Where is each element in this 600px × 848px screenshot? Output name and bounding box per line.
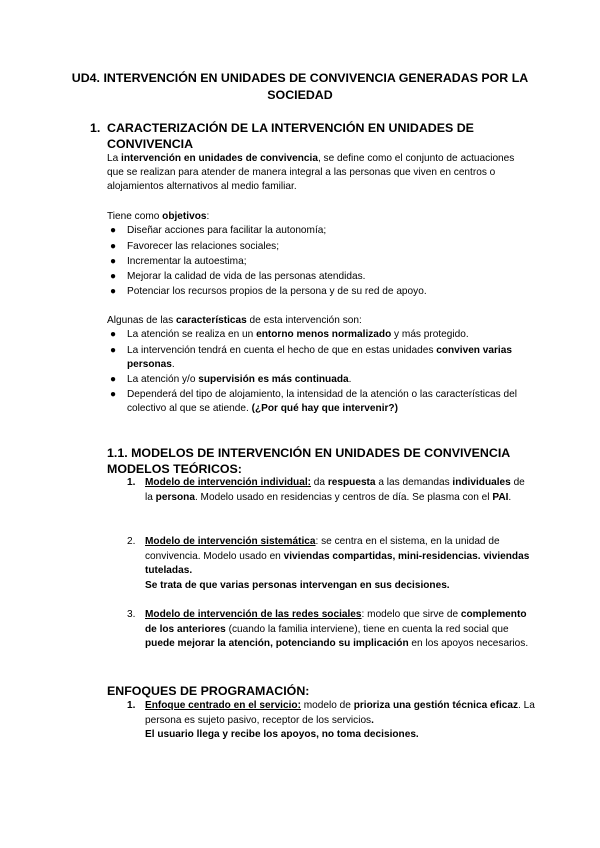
model-item-3: 3. Modelo de intervención de las redes sociales: modelo que sirve de complemento de los anteriores (cuando la familia interviene), tiene en cuenta la red social que puede mejorar la atención, potenciando su implicación en los apoyos necesarios.: [127, 609, 529, 649]
list-item: ● Potenciar los recursos propios de la persona y de su red de apoyo.: [110, 286, 427, 297]
document-title: UD4. INTERVENCIÓN EN UNIDADES DE CONVIVENCIA GENERADAS POR LA SOCIEDAD: [71, 71, 529, 102]
section-1-intro: La intervención en unidades de convivencia, se define como el conjunto de actuaciones que se realizan para atender de manera integral a las personas que viven en centros o alojamientos alternativos al medio familiar.: [107, 153, 515, 192]
list-item: ● Favorecer las relaciones sociales;: [110, 241, 280, 252]
caracteristicas-intro: Algunas de las características de esta intervención son:: [107, 315, 362, 326]
list-item: ● Incrementar la autoestima;: [110, 256, 247, 267]
model-item-2: 2. Modelo de intervención sistemática: se centra en el sistema, en la unidad de convivencia. Modelo usado en viviendas compartidas, mini-residencias. viviendas tuteladas. Se trata de que varias personas intervengan en sus decisiones.: [127, 536, 530, 591]
list-item: ● La atención se realiza en un entorno menos normalizado y más protegido.: [110, 329, 469, 340]
list-item: ● Dependerá del tipo de alojamiento, la intensidad de la atención o las características del colectivo al que se atiende. (¿Por qué hay que intervenir?): [110, 389, 517, 414]
list-item: ● Diseñar acciones para facilitar la autonomía;: [110, 225, 327, 236]
enfoque-item-1: 1. Enfoque centrado en el servicio: modelo de prioriza una gestión técnica eficaz. La persona es sujeto pasivo, receptor de los servicios. El usuario llega y recibe los apoyos, no toma decisiones.: [127, 700, 535, 740]
model-item-1: 1. Modelo de intervención individual: da respuesta a las demandas individuales de la persona. Modelo usado en residencias y centros de día. Se plasma con el PAI.: [127, 477, 525, 503]
enfoques-heading: ENFOQUES DE PROGRAMACIÓN:: [107, 684, 310, 698]
section-1-1-heading: 1.1. MODELOS DE INTERVENCIÓN EN UNIDADES DE CONVIVENCIA MODELOS TEÓRICOS:: [107, 446, 511, 476]
list-item: ● La atención y/o supervisión es más continuada.: [110, 374, 352, 385]
list-item: ● Mejorar la calidad de vida de las personas atendidas.: [110, 271, 366, 282]
list-item: ● La intervención tendrá en cuenta el hecho de que en estas unidades conviven varias personas.: [110, 345, 512, 370]
objetivos-intro: Tiene como objetivos:: [107, 211, 210, 222]
document-page: UD4. INTERVENCIÓN EN UNIDADES DE CONVIVENCIA GENERADAS POR LA SOCIEDAD 1. CARACTERIZACIÓN DE LA INTERVENCIÓN EN UNIDADES DE CONVIVENCIA La intervención en unidades de convivencia, se define como el conjunto de actuaciones que se realizan para atender de manera integral a las personas que viven en centros o alojamientos alternativos al medio familiar. Tiene como objetivos: ● Diseñar acciones para facilitar la autonomía; ● Favorecer las relaciones sociales; ● Incrementar la autoestima; ● Mejorar la calidad de vida de las personas atendidas. ● Potenciar los recursos propios de la persona y de su red de apoyo. Algunas de las características de esta intervención son: ● La atención se realiza en un entorno menos normalizado y más protegido. ● La intervención tendrá en cuenta el hecho de que en estas unidades conviven varias personas. ● La atención y/o supervisión es más continuada. ● Dependerá del tipo de alojamiento, la intensidad de la atención o las características del colectivo al que se atiende. (¿Por qué hay que intervenir?) 1.1. MODELOS DE INTERVENCIÓN EN UNIDADES DE CONVIVENCIA MODELOS TEÓRICOS: 1. Modelo de intervención individual: da respuesta a las demandas individuales de la persona. Modelo usado en residencias y centros de día. Se plasma con el PAI. 2. Modelo de intervención sistemática: se centra en el sistema, en la unidad de convivencia. Modelo usado en viviendas compartidas, mini-residencias. viviendas tuteladas. Se trata de que varias personas intervengan en sus decisiones. 3. Modelo de intervención de las redes sociales: modelo que sirve de complemento de los anteriores (cuando la familia interviene), tiene en cuenta la red social que puede mejorar la atención, potenciando su implicación en los apoyos necesarios. ENFOQUES DE PROGRAMACIÓN: 1. Enfoque centrado en el servicio: modelo de prioriza una gestión técnica eficaz. La persona es sujeto pasivo, receptor de los servicios. El usuario llega y recibe los apoyos, no toma decisiones.: [0, 0, 600, 848]
